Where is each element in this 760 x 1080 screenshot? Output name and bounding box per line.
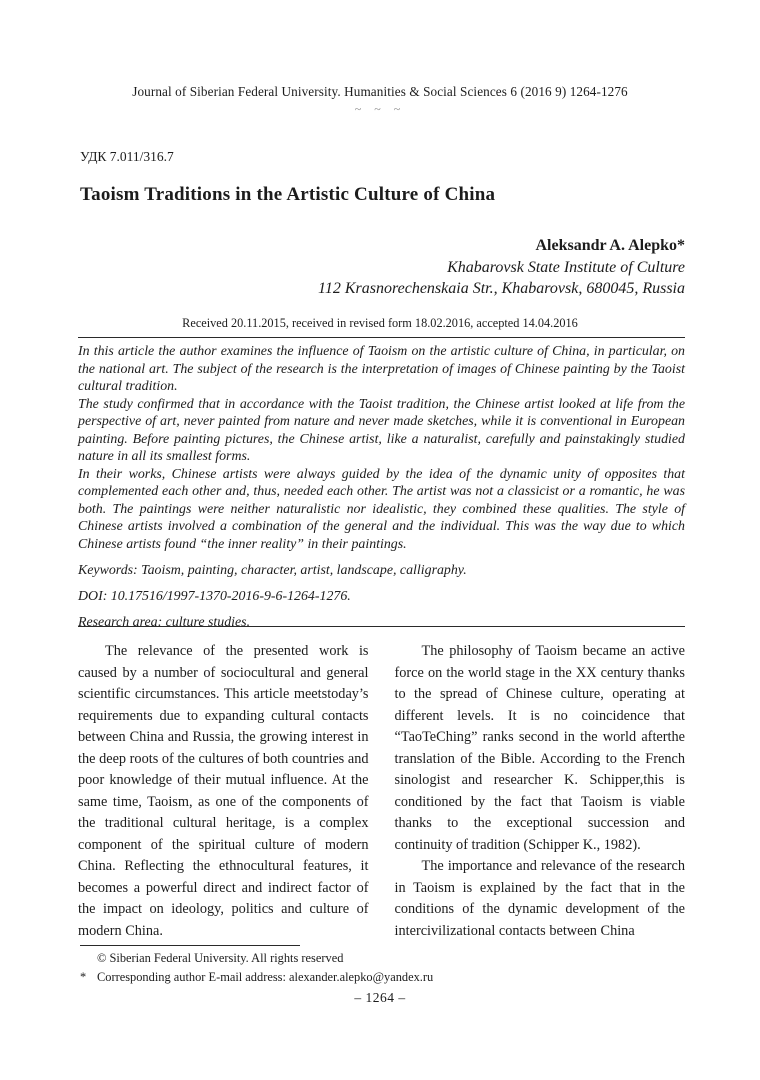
keywords-line: Keywords: Taoism, painting, character, artist, landscape, calligraphy. — [78, 562, 467, 578]
footnote-divider — [80, 945, 300, 946]
body-paragraph: The philosophy of Taoism became an active force on the world stage in the XX century thanks to the spread of Chinese culture, operating at different levels. It is no coincidence that “TaoTeChing” ranks second in the world afterthe translation of the Bible. According to the French sinologist and researcher K. Schipper,this is conditioned by the fact that Taoism is viable thanks to the exceptional succession and continuity of tradition (Schipper K., 1982). — [394, 643, 685, 853]
body-paragraph: The importance and relevance of the research in Taoism is explained by the fact that in the conditions of the dynamic development of the intercivilizational contacts between China — [394, 858, 685, 939]
abstract-paragraph: In their works, Chinese artists were always guided by the idea of the dynamic unity of opposites that complemented each other and, thus, needed each other. The artist was not a classicist or a romantic, he was both. The paintings were neither naturalistic nor idealistic, they combined these qualities. The style of Chinese artists involved a combination of the general and the individual. This was the way due to which Chinese artists found “the inner reality” in their paintings. — [78, 466, 685, 552]
abstract-paragraph: The study confirmed that in accordance with the Taoist tradition, the Chinese artist looked at life from the perspective of art, never painted from nature and never made sketches, while it is conventional in European painting. Before painting pictures, the Chinese artist, like a naturalist, carefully and painstakingly studied nature in all its smallest forms. — [78, 396, 685, 464]
divider-bottom — [78, 626, 685, 627]
received-dates: Received 20.11.2015, received in revised form 18.02.2016, accepted 14.04.2016 — [182, 316, 578, 330]
research-area-line: Research area: culture studies. — [78, 614, 251, 630]
corresponding-author-footnote — [80, 970, 433, 985]
udk-code: УДК 7.011/316.7 — [80, 149, 174, 164]
body-paragraph: The relevance of the presented work is caused by a number of sociocultural and general scientific circumstances. This article meetstoday’s requirements due to expanding cultural contacts between China and Russia, the growing interest in the deep roots of the cultures of both countries and poor knowledge of their mutual influence. At the same time, Taoism, as one of the components of the traditional cultural heritage, is a complex component of the spiritual culture of modern China. Reflecting the ethnocultural features, it becomes a powerful direct and indirect factor of the impact on ideology, politics and culture of modern China. — [78, 643, 369, 939]
abstract-section — [78, 343, 685, 631]
body-columns — [78, 641, 685, 942]
author-name: Aleksandr A. Alepko* — [535, 237, 685, 254]
copyright-notice: © Siberian Federal University. All rights reserved — [97, 951, 344, 965]
ornament-tildes: ~ ~ ~ — [354, 102, 406, 116]
journal-header: Journal of Siberian Federal University. Humanities & Social Sciences 6 (2016 9) 1264-1276 — [132, 84, 628, 99]
divider-top — [78, 337, 685, 338]
author-address: 112 Krasnorechenskaia Str., Khabarovsk, 680045, Russia — [318, 280, 685, 297]
footnote-asterisk: * — [80, 970, 87, 984]
abstract-paragraph: In this article the author examines the influence of Taoism on the artistic culture of China, in particular, on the national art. The subject of the research is the interpretation of images of Chinese painting by the Taoist cultural tradition. — [78, 344, 685, 394]
corresponding-author-text: Corresponding author E-mail address: alexander.alepko@yandex.ru — [97, 970, 434, 984]
page-number: – 1264 – — [354, 990, 406, 1005]
article-title: Taoism Traditions in the Artistic Culture of China — [80, 184, 496, 205]
author-affiliation: Khabarovsk State Institute of Culture — [447, 258, 685, 276]
body-column-left — [78, 641, 369, 942]
body-column-right — [395, 641, 686, 942]
author-block — [78, 235, 685, 300]
doi-line: DOI: 10.17516/1997-1370-2016-9-6-1264-1276. — [78, 588, 351, 604]
